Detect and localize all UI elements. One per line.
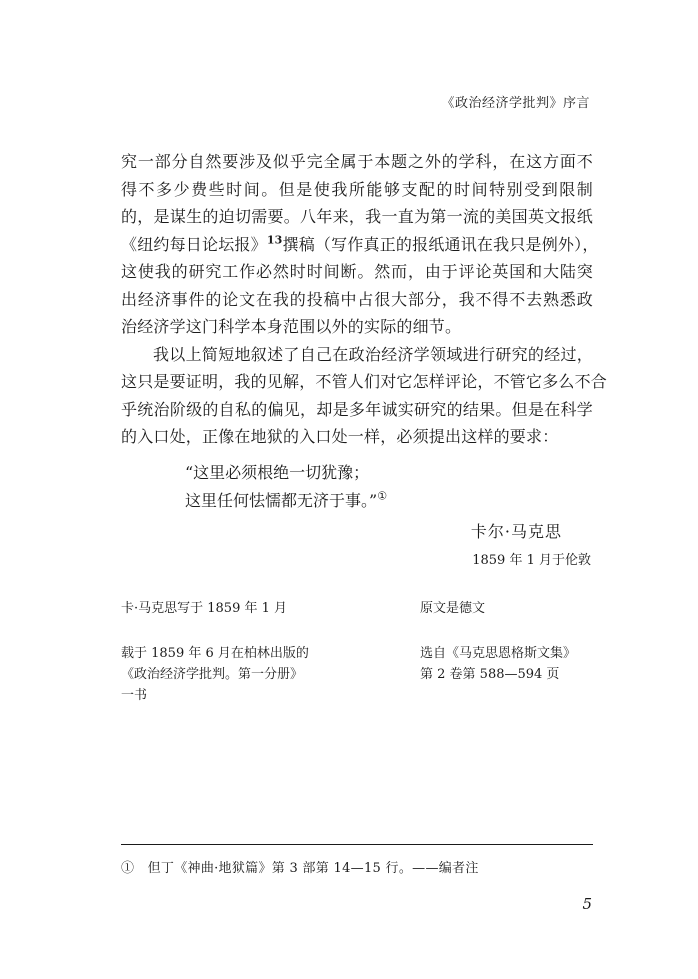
body-line: 得不多少费些时间。但是使我所能够支配的时间特别受到限制	[121, 179, 593, 199]
footnote-divider	[121, 844, 593, 845]
source-note-line: 选自《马克思恩格斯文集》	[420, 646, 577, 661]
publication-note-line: 一书	[121, 688, 148, 703]
page-number: 5	[582, 895, 592, 913]
body-text	[121, 148, 608, 451]
body-line: 我以上简短地叙述了自己在政治经济学领域进行研究的经过，	[153, 344, 593, 364]
body-line: 乎统治阶级的自私的偏见，却是多年诚实研究的结果。但是在科学	[121, 399, 593, 419]
body-line-with-reference	[121, 231, 599, 259]
body-line: 出经济事件的论文在我的投稿中占很大部分，我不得不去熟悉政	[121, 289, 593, 309]
quote-line: “这里必须根绝一切犹豫；	[185, 463, 370, 482]
body-line: 这只是要证明，我的见解，不管人们对它怎样评论，不管它多么不合	[121, 372, 608, 391]
footnote	[121, 857, 479, 876]
body-line: 治经济学这门科学本身范围以外的实际的细节。	[121, 317, 462, 336]
source-note-line: 第 2 卷第 588—594 页	[420, 667, 560, 682]
quote-line-with-footnote	[185, 488, 387, 511]
original-language-note: 原文是德文	[420, 601, 486, 616]
signature-name: 卡尔·马克思	[470, 522, 562, 541]
publication-note	[121, 643, 309, 706]
body-line: 究一部分自然要涉及似乎完全属于本题之外的学科，在这方面不	[121, 152, 593, 171]
footnote-text: 但丁《神曲·地狱篇》第 3 部第 14—15 行。——编者注	[147, 861, 479, 876]
quote-text: 这里任何怯懦都无济于事。”	[185, 491, 378, 510]
body-line-text: 撰稿（写作真正的报纸通讯在我只是例外），	[282, 234, 599, 254]
running-head: 《政治经济学批判》序言	[441, 96, 590, 111]
publication-note-line: 载于 1859 年 6 月在柏林出版的	[121, 646, 309, 661]
footnote-mark: ①	[377, 489, 388, 503]
publication-note-line: 《政治经济学批判。第一分册》	[121, 667, 304, 682]
newspaper-title: 《纽约每日论坛报》	[121, 234, 267, 254]
body-line: 这使我的研究工作必然时时间断。然而，由于评论英国和大陆突	[121, 262, 593, 281]
footnote-number: ①	[121, 861, 135, 876]
signature-date: 1859 年 1 月于伦敦	[472, 553, 591, 568]
body-line: 的，是谋生的迫切需要。八年来，我一直为第一流的美国英文报纸	[121, 207, 593, 226]
written-note: 卡·马克思写于 1859 年 1 月	[121, 601, 288, 616]
source-note	[420, 643, 576, 685]
reference-number: 13	[266, 233, 283, 247]
body-line: 的入口处，正像在地狱的入口处一样，必须提出这样的要求：	[121, 427, 559, 446]
